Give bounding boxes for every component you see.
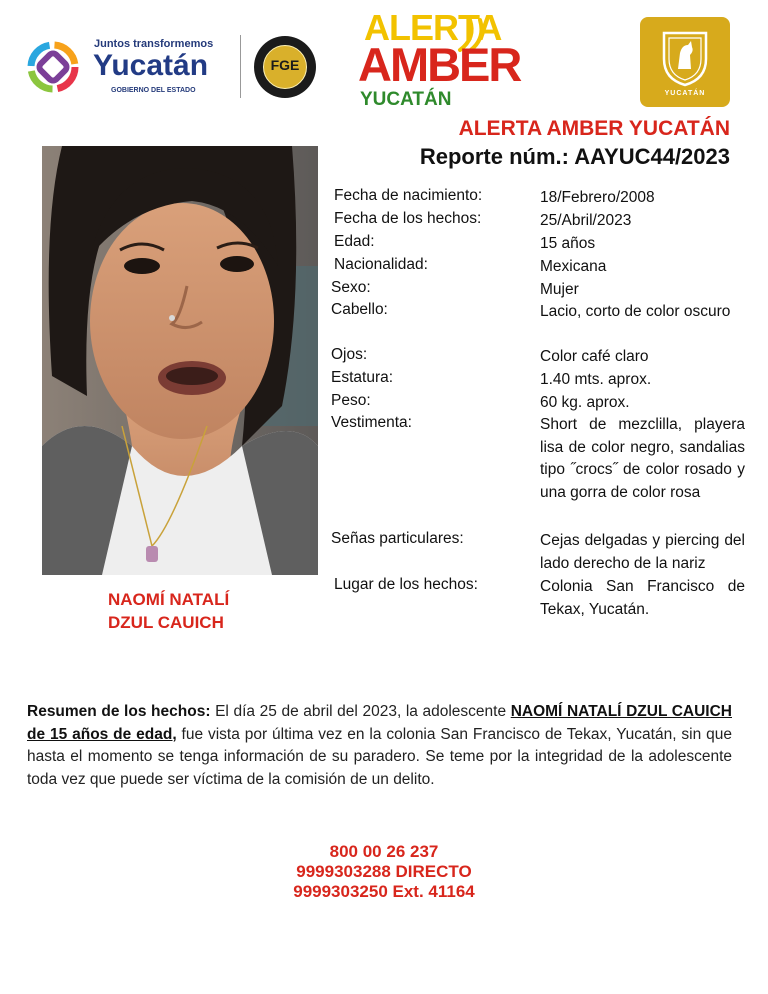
detail-value: 60 kg. aprox. xyxy=(540,394,630,411)
detail-value: 25/Abril/2023 xyxy=(540,212,632,229)
summary-heading: Resumen de los hechos: xyxy=(27,703,211,720)
phone-number[interactable]: 9999303288 DIRECTO xyxy=(296,862,472,881)
detail-label: Edad: xyxy=(334,233,375,250)
detail-value: Colonia San Francisco de Tekax, Yucatán. xyxy=(540,578,745,618)
person-name-line2: DZUL CAUICH xyxy=(108,613,224,632)
detail-value: 18/Febrero/2008 xyxy=(540,189,655,206)
amber-logo-line2: AMBER xyxy=(358,38,521,91)
report-number: Reporte núm.: AAYUC44/2023 xyxy=(419,144,730,169)
detail-value: Mexicana xyxy=(540,258,607,275)
detail-value: Color café claro xyxy=(540,348,649,365)
logo-subtitle: GOBIERNO DEL ESTADO xyxy=(111,87,196,94)
detail-value: 1.40 mts. aprox. xyxy=(540,371,652,388)
logo-divider xyxy=(240,35,241,98)
detail-value: Mujer xyxy=(540,281,579,298)
alerta-amber-logo xyxy=(356,7,521,112)
coat-of-arms-icon xyxy=(660,29,710,87)
summary-highlight: NAOMÍ NATALÍ DZUL CAUICH de 15 años de edad, xyxy=(27,703,732,743)
summary-paragraph xyxy=(27,701,732,791)
logo-name: Yucatán xyxy=(93,49,209,82)
amber-logo-line3: YUCATÁN xyxy=(360,89,452,110)
person-name-line1: NAOMÍ NATALÍ xyxy=(108,590,230,609)
alert-title: ALERTA AMBER YUCATÁN xyxy=(458,117,730,140)
detail-label: Fecha de los hechos: xyxy=(334,210,482,227)
detail-label: Estatura: xyxy=(331,369,394,386)
yucatan-shield-logo xyxy=(640,17,730,107)
fge-logo-text: FGE xyxy=(270,57,300,73)
detail-label: Vestimenta: xyxy=(331,414,412,431)
shield-logo-text: YUCATÁN xyxy=(664,90,706,97)
summary-text-1: El día 25 de abril del 2023, la adolescente xyxy=(210,703,511,720)
detail-label: Señas particulares: xyxy=(331,530,464,547)
detail-label: Fecha de nacimiento: xyxy=(334,187,483,204)
detail-value: Cejas delgadas y piercing del lado derecho de la nariz xyxy=(540,532,745,572)
yucatan-knot-icon xyxy=(20,34,86,100)
detail-label: Nacionalidad: xyxy=(334,256,428,273)
detail-value: Short de mezclilla, playera lisa de color negro, sandalias tipo ˝crocs˝ de color rosado y una gorra de color rosa xyxy=(540,416,745,501)
logo-tagline: Juntos transformemos xyxy=(94,38,214,50)
phone-number[interactable]: 800 00 26 237 xyxy=(329,842,439,861)
yucatan-government-logo xyxy=(20,34,245,100)
fge-seal-logo xyxy=(254,36,316,98)
missing-person-name xyxy=(108,588,229,634)
summary-text-2: fue vista por última vez en la colonia San Francisco de Tekax, Yucatán, sin que hasta el momento se tenga información de su paradero. Se teme por la integridad de la adolescente toda vez que puede ser víctima de la comisión de un delito. xyxy=(27,725,732,788)
detail-value: 15 años xyxy=(540,235,596,252)
detail-label: Ojos: xyxy=(331,346,368,363)
missing-person-photo xyxy=(42,146,318,575)
amber-logo-line1: ALERTA xyxy=(364,7,502,48)
phone-number[interactable]: 9999303250 Ext. 41164 xyxy=(293,882,475,901)
detail-label: Peso: xyxy=(331,392,371,409)
detail-label: Cabello: xyxy=(331,301,388,318)
detail-value: Lacio, corto de color oscuro xyxy=(540,303,731,320)
detail-label: Lugar de los hechos: xyxy=(334,576,478,593)
detail-label: Sexo: xyxy=(331,279,371,296)
